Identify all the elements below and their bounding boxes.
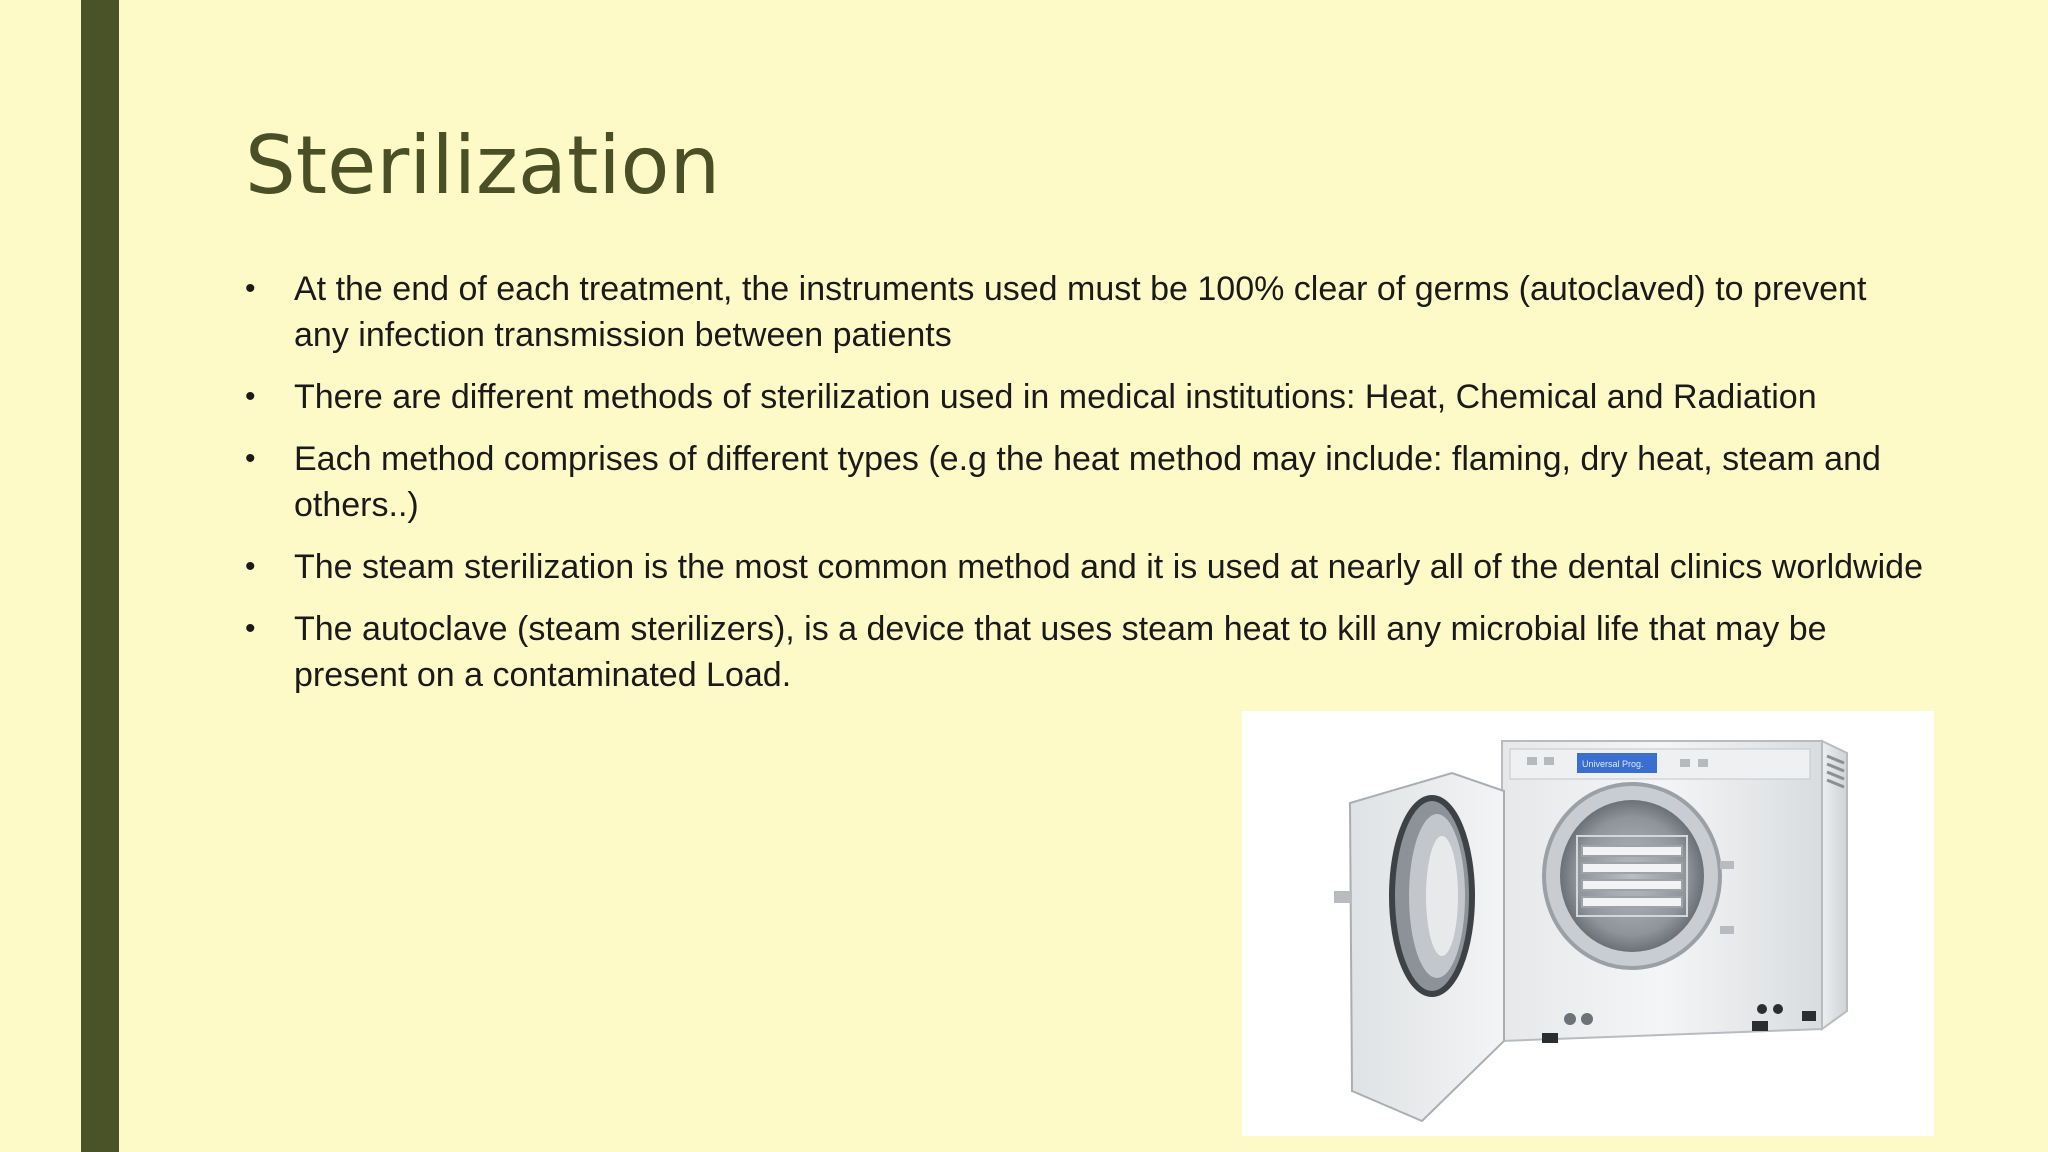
bullet-icon: •: [245, 442, 256, 475]
bullet-text: The autoclave (steam sterilizers), is a device that uses steam heat to kill any microbial life that may be present on a contaminated Load.: [294, 610, 1827, 694]
autoclave-image: [1242, 711, 1934, 1136]
slide-title: Sterilization: [245, 119, 721, 212]
accent-bar: [81, 0, 119, 1152]
bullet-icon: •: [245, 272, 256, 305]
bullet-item: [245, 606, 1925, 698]
bullet-item: [245, 544, 1925, 590]
bullet-icon: •: [245, 612, 256, 645]
bullet-list: [245, 266, 1925, 714]
display-text: Universal Prog.: [1582, 759, 1644, 769]
autoclave-illustration: [1242, 711, 1934, 1136]
bullet-text: There are different methods of sterilization used in medical institutions: Heat, Chemical and Radiation: [294, 378, 1817, 416]
bullet-icon: •: [245, 550, 256, 583]
bullet-item: [245, 374, 1925, 420]
bullet-text: Each method comprises of different types (e.g the heat method may include: flaming, dry heat, steam and others..): [294, 440, 1881, 524]
bullet-text: The steam sterilization is the most common method and it is used at nearly all of the dental clinics worldwide: [294, 548, 1923, 586]
bullet-text: At the end of each treatment, the instruments used must be 100% clear of germs (autoclaved) to prevent any infection transmission between patients: [294, 270, 1867, 354]
bullet-item: [245, 436, 1925, 528]
bullet-item: [245, 266, 1925, 358]
bullet-icon: •: [245, 380, 256, 413]
